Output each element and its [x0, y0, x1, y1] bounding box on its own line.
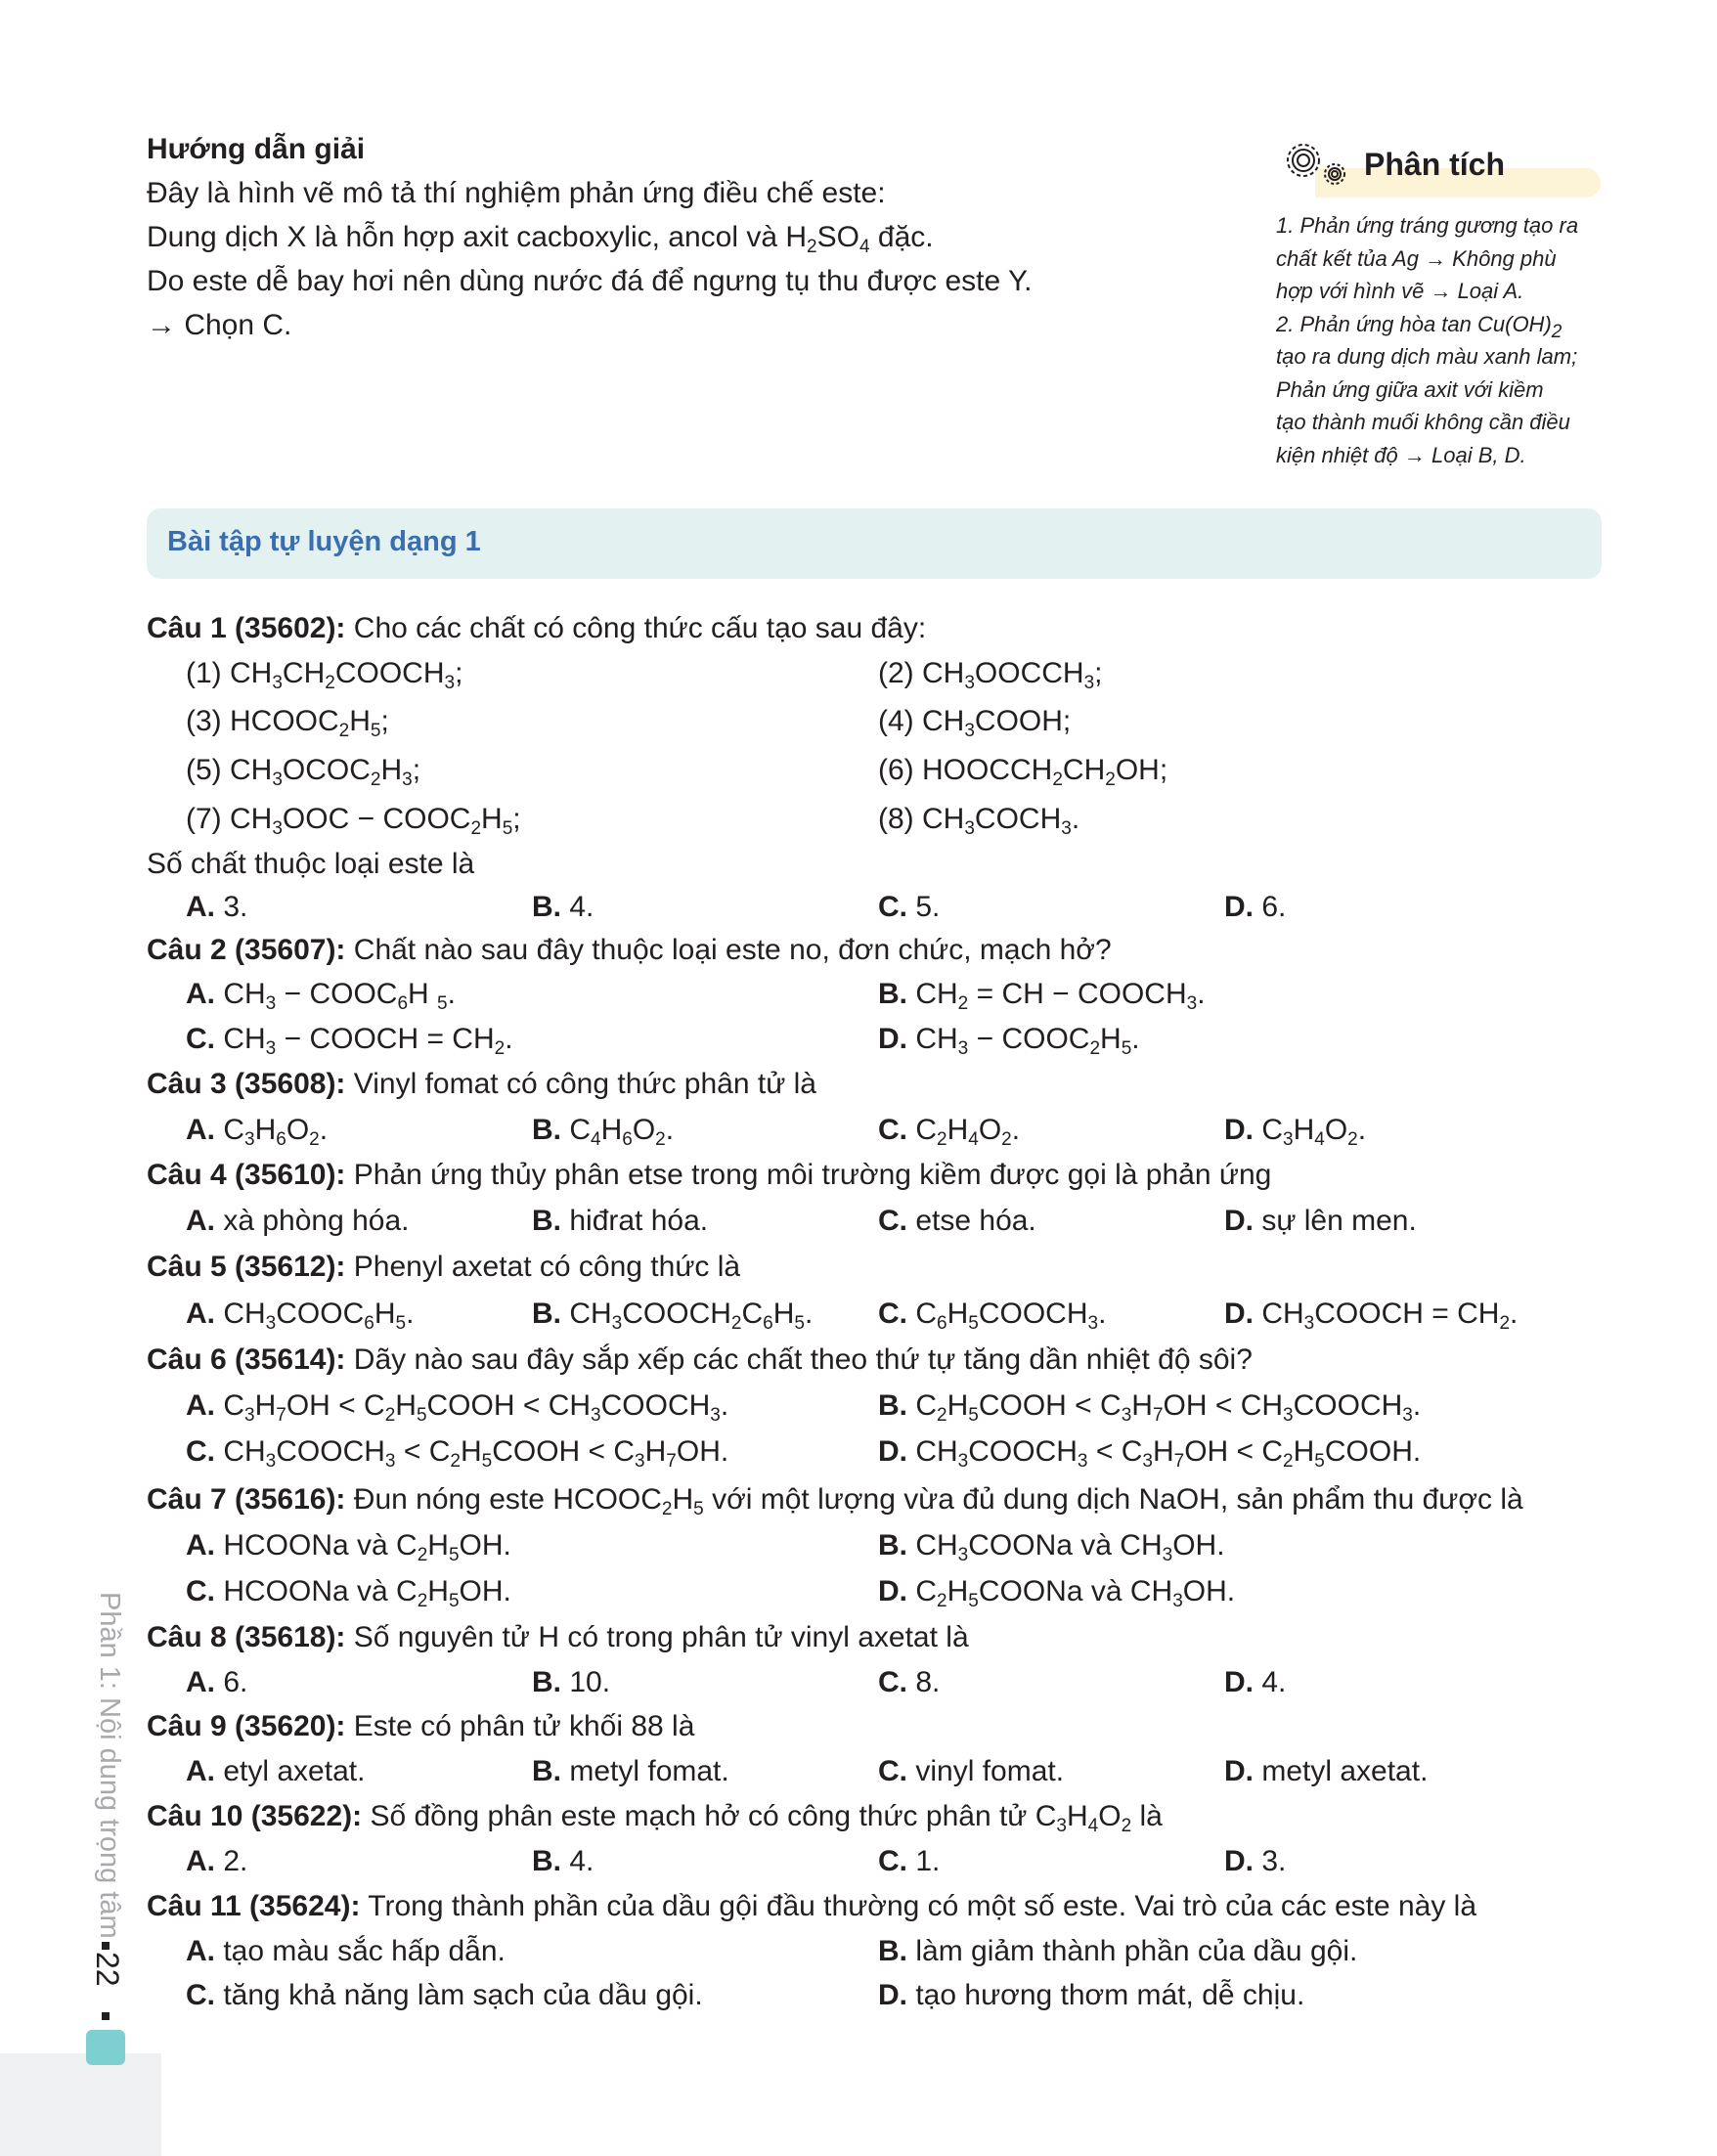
section-label: Phần 1: Nội dung trọng tâm — [94, 1592, 125, 1939]
question-5: Câu 5 (35612): Phenyl axetat có công thức là — [147, 1251, 741, 1283]
question-1-prompt: Số chất thuộc loại este là — [147, 848, 475, 880]
answer-row: C. $CH_3$ − COOCH = $CH_2$. D. $CH_3$ − $COOC_2H_5$. — [186, 1023, 1140, 1059]
guide-line: Do este dễ bay hơi nên dùng nước đá để ngưng tụ thu được este Y. — [147, 265, 1033, 297]
answer-row: A. $CH_3COOC_6H_5$. B. $CH_3COOCH_2C_6H_5$. C. $C_6H_5COOCH_3$. D. $CH_3COOCH = CH_2$. — [186, 1298, 1519, 1334]
corner-tab — [0, 2053, 161, 2156]
answer-row: A. $C_3H_7OH$ < $C_2H_5COOH$ < $CH_3COOCH_3$. B. $C_2H_5COOH < C_3H_7OH$ < $CH_3COOCH_3$. — [186, 1389, 1422, 1426]
compound-row: (1) $CH_3CH_2COOCH_3$; (2) $CH_3OOCCH_3$; — [186, 657, 1103, 693]
answer-row: A. HCOONa và $C_2H_5OH$. B. $CH_3COONa$ và $CH_3OH$. — [186, 1529, 1225, 1565]
compound-row: (7) $CH_3OOC$ − $COOC_2H_5$; (8) $CH_3COCH_3$. — [186, 803, 1080, 839]
solution-guide — [147, 127, 1032, 347]
answer-row: A. xà phòng hóa. B. hiđrat hóa. C. etse hóa. D. sự lên men. — [186, 1205, 1417, 1237]
exercise-banner-title: Bài tập tự luyện dạng 1 — [167, 526, 481, 557]
answer-row: C. tăng khả năng làm sạch của dầu gội. D. tạo hương thơm mát, dễ chịu. — [186, 1979, 1305, 2011]
question-4: Câu 4 (35610): Phản ứng thủy phân etse trong môi trường kiềm được gọi là phản ứng — [147, 1159, 1272, 1191]
analysis-title: Phân tích — [1364, 147, 1506, 182]
guide-line: Đây là hình vẽ mô tả thí nghiệm phản ứng điều chế este: — [147, 177, 886, 209]
question-1: Câu 1 (35602): Cho các chất có công thức cấu tạo sau đây: — [147, 612, 927, 644]
answer-row: A. 6. B. 10. C. 8. D. 4. — [186, 1666, 1287, 1698]
answer-row: A. $CH_3$ − $COOC_6H$ $_5$. B. $CH_2$ = CH − $COOCH_3$. — [186, 978, 1206, 1014]
question-6: Câu 6 (35614): Dãy nào sau đây sắp xếp các chất theo thứ tự tăng dần nhiệt độ sôi? — [147, 1343, 1253, 1376]
answer-row: A. 3. B. 4. C. 5. D. 6. — [186, 891, 1287, 923]
question-2: Câu 2 (35607): Chất nào sau đây thuộc loại este no, đơn chức, mạch hở? — [147, 934, 1112, 966]
gear-icon — [1276, 135, 1354, 194]
page-marker — [86, 2030, 125, 2065]
guide-answer: → Chọn C. — [147, 309, 292, 341]
page-number: 22 — [90, 1952, 125, 1987]
answer-row: C. $CH_3COOCH_3$ < $C_2H_5COOH < C_3H_7OH$. D. $CH_3COOCH_3 < C_3H_7OH$ < $C_2H_5COOH$. — [186, 1435, 1422, 1472]
question-11: Câu 11 (35624): Trong thành phần của dầu gội đầu thường có một số este. Vai trò của các este này là — [147, 1890, 1477, 1922]
compound-row: (3) $HCOOC_2H_5$; (4) $CH_3COOH$; — [186, 705, 1072, 741]
question-8: Câu 8 (35618): Số nguyên tử H có trong phân tử vinyl axetat là — [147, 1621, 969, 1653]
divider-dot — [102, 1942, 110, 1950]
guide-title: Hướng dẫn giải — [147, 133, 366, 165]
answer-row: A. $C_3H_6O_2$. B. $C_4H_6O_2$. C. $C_2H_4O_2$. D. $C_3H_4O_2$. — [186, 1114, 1367, 1150]
answer-row: C. HCOONa và $C_2H_5OH$. D. $C_2H_5COONa$ và $CH_3OH$. — [186, 1575, 1236, 1611]
compound-row: (5) $CH_3OCOC_2H_3$; (6) $HOOCCH_2CH_2OH$; — [186, 754, 1168, 790]
analysis-body: 1. Phản ứng tráng gương tạo ra chất kết tủa Ag → Không phù hợp với hình vẽ → Loại A. 2. Phản ứng hòa $\tan Cu(OH)_2$ tạo ra dung dịch màu xanh lam; Phản ứng giữa axit với kiềm tạo thành muối không cần điều kiện nhiệt độ → Loại B, D. — [1276, 213, 1579, 467]
divider-dot — [102, 2012, 110, 2020]
exercise-banner — [147, 508, 1602, 579]
answer-row: A. tạo màu sắc hấp dẫn. B. làm giảm thành phần của dầu gội. — [186, 1935, 1358, 1967]
answer-row: A. etyl axetat. B. metyl fomat. C. vinyl fomat. D. metyl axetat. — [186, 1755, 1429, 1787]
question-3: Câu 3 (35608): Vinyl fomat có công thức phân tử là — [147, 1068, 816, 1100]
question-9: Câu 9 (35620): Este có phân tử khối 88 là — [147, 1710, 695, 1742]
question-10: Câu 10 (35622): Số đồng phân este mạch hở có công thức phân tử $C_3H_4O_2$ là — [147, 1800, 1163, 1836]
answer-row: A. 2. B. 4. C. 1. D. 3. — [186, 1845, 1287, 1877]
question-7: Câu 7 (35616): Đun nóng este $HCOOC_2H_5$ với một lượng vừa đủ dung dịch NaOH, sản phẩm thu được là — [147, 1483, 1523, 1519]
guide-line: Dung dịch X là hỗn hợp axit cacboxylic, ancol và $H_2SO_4$ đặc. — [147, 221, 934, 257]
